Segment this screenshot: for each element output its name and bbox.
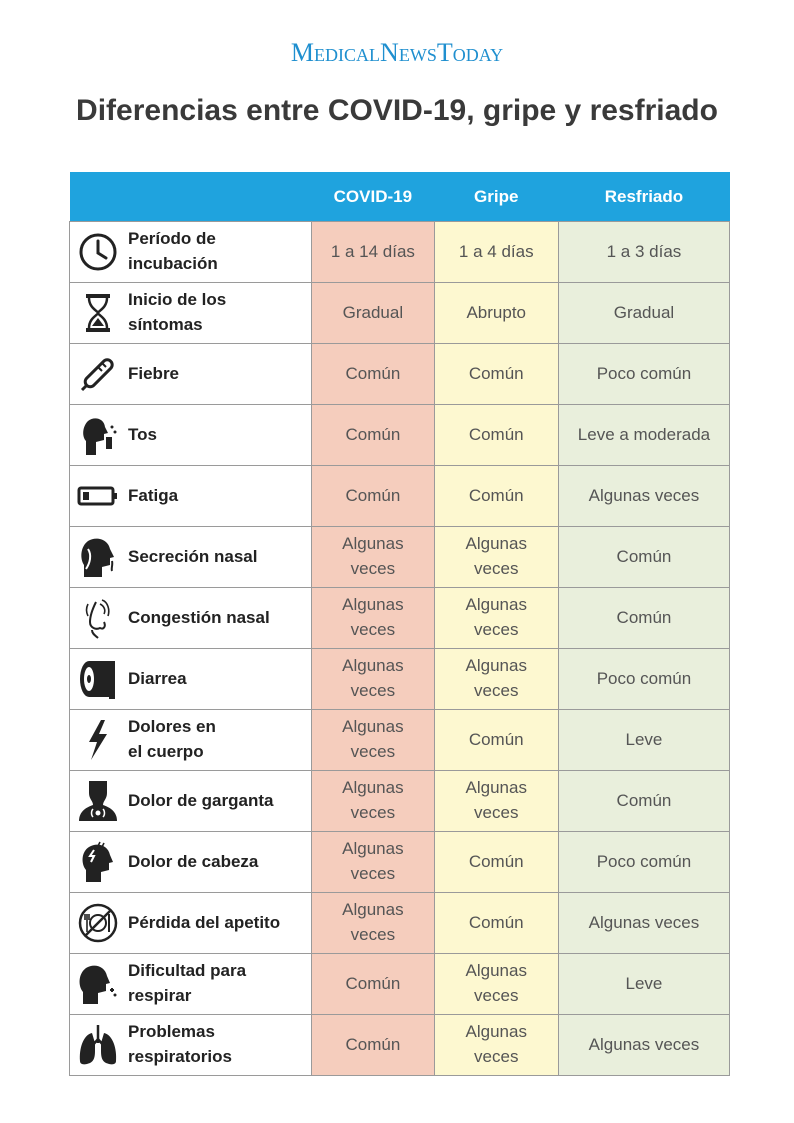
- cell-covid: Común: [312, 1015, 434, 1076]
- cell-covid: Algunas veces: [312, 649, 434, 710]
- cell-covid: Algunas veces: [312, 527, 434, 588]
- table-row: [70, 588, 730, 649]
- cell-flu: Abrupto: [434, 283, 558, 344]
- cell-cold: Común: [558, 771, 729, 832]
- table-row: [70, 1015, 730, 1076]
- row-label: Diarrea: [70, 649, 312, 710]
- cell-covid: Algunas veces: [312, 832, 434, 893]
- row-label: Dificultad para respirar: [70, 954, 312, 1015]
- table-row: [70, 649, 730, 710]
- header-flu: Gripe: [434, 172, 558, 222]
- cell-covid: Algunas veces: [312, 893, 434, 954]
- table-row: [70, 527, 730, 588]
- row-label: Tos: [70, 405, 312, 466]
- table-row: [70, 466, 730, 527]
- breathing-icon: [76, 962, 120, 1006]
- cell-covid: Común: [312, 954, 434, 1015]
- nasal-congestion-icon: [76, 596, 120, 640]
- cell-flu: 1 a 4 días: [434, 222, 558, 283]
- sore-throat-icon: [76, 779, 120, 823]
- cell-covid: Algunas veces: [312, 710, 434, 771]
- cell-flu: Común: [434, 466, 558, 527]
- cell-cold: Leve a moderada: [558, 405, 729, 466]
- row-label: Congestión nasal: [70, 588, 312, 649]
- table-row: [70, 283, 730, 344]
- cell-flu: Común: [434, 893, 558, 954]
- row-label: Inicio de los síntomas: [70, 283, 312, 344]
- headache-icon: [76, 840, 120, 884]
- cell-cold: Algunas veces: [558, 893, 729, 954]
- table-row: [70, 710, 730, 771]
- cough-icon: [76, 413, 120, 457]
- no-food-icon: [76, 901, 120, 945]
- cell-flu: Común: [434, 344, 558, 405]
- clock-icon: [76, 230, 120, 274]
- header-covid: COVID-19: [312, 172, 434, 222]
- table-row: [70, 344, 730, 405]
- header-row: [70, 172, 730, 222]
- cell-covid: Algunas veces: [312, 771, 434, 832]
- cell-flu: Algunas veces: [434, 527, 558, 588]
- cell-covid: 1 a 14 días: [312, 222, 434, 283]
- row-label: Secreción nasal: [70, 527, 312, 588]
- page-title: Diferencias entre COVID-19, gripe y resfriado: [76, 94, 718, 127]
- cell-cold: Gradual: [558, 283, 729, 344]
- cell-cold: Común: [558, 588, 729, 649]
- row-label: Dolores en el cuerpo: [70, 710, 312, 771]
- cell-flu: Algunas veces: [434, 649, 558, 710]
- cell-flu: Común: [434, 405, 558, 466]
- cell-covid: Común: [312, 466, 434, 527]
- cell-cold: 1 a 3 días: [558, 222, 729, 283]
- row-label: Problemas respiratorios: [70, 1015, 312, 1076]
- table-row: [70, 222, 730, 283]
- row-label: Dolor de cabeza: [70, 832, 312, 893]
- lightning-icon: [76, 718, 120, 762]
- cell-flu: Común: [434, 710, 558, 771]
- cell-cold: Poco común: [558, 832, 729, 893]
- cell-cold: Común: [558, 527, 729, 588]
- cell-flu: Común: [434, 832, 558, 893]
- table-row: [70, 893, 730, 954]
- cell-cold: Algunas veces: [558, 466, 729, 527]
- cell-cold: Leve: [558, 954, 729, 1015]
- cell-cold: Algunas veces: [558, 1015, 729, 1076]
- table-row: [70, 832, 730, 893]
- cell-covid: Común: [312, 405, 434, 466]
- table-row: [70, 405, 730, 466]
- row-label: Fiebre: [70, 344, 312, 405]
- cell-flu: Algunas veces: [434, 588, 558, 649]
- cell-covid: Gradual: [312, 283, 434, 344]
- row-label: Dolor de garganta: [70, 771, 312, 832]
- header-cold: Resfriado: [558, 172, 729, 222]
- brand-logo: MEDICALNEWSTODAY: [290, 38, 504, 67]
- header-empty: [70, 172, 312, 222]
- cell-flu: Algunas veces: [434, 954, 558, 1015]
- table-row: [70, 954, 730, 1015]
- cell-flu: Algunas veces: [434, 1015, 558, 1076]
- row-label: Fatiga: [70, 466, 312, 527]
- cell-cold: Leve: [558, 710, 729, 771]
- low-battery-icon: [76, 474, 120, 518]
- runny-nose-icon: [76, 535, 120, 579]
- comparison-table: [69, 172, 730, 1076]
- row-label: Pérdida del apetito: [70, 893, 312, 954]
- row-label: Período de incubación: [70, 222, 312, 283]
- cell-covid: Algunas veces: [312, 588, 434, 649]
- table-row: [70, 771, 730, 832]
- cell-cold: Poco común: [558, 649, 729, 710]
- toilet-paper-icon: [76, 657, 120, 701]
- cell-covid: Común: [312, 344, 434, 405]
- hourglass-icon: [76, 291, 120, 335]
- lungs-icon: [76, 1023, 120, 1067]
- cell-flu: Algunas veces: [434, 771, 558, 832]
- cell-cold: Poco común: [558, 344, 729, 405]
- thermometer-icon: [76, 352, 120, 396]
